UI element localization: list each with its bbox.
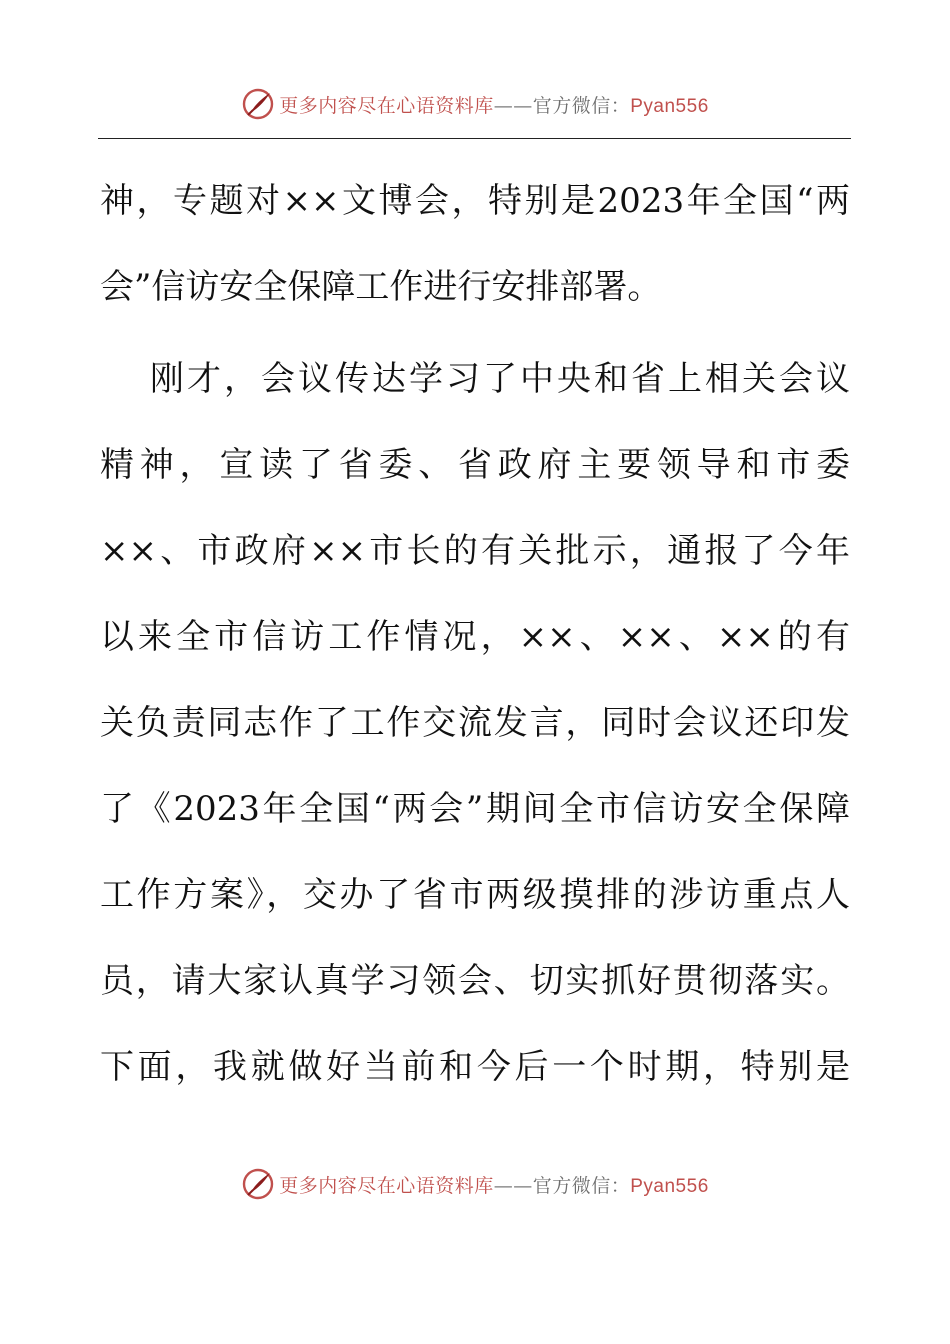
text-line: 神，专题对××文博会，特别是2023年全国“两 <box>100 181 850 221</box>
wechat-id: Pyan556 <box>630 1175 709 1197</box>
text-line: 了《2023年全国“两会”期间全市信访安全保障 <box>100 789 850 829</box>
wechat-label: 官方微信： <box>532 94 631 117</box>
text-line: 会”信访安全保障工作进行安排部署。 <box>100 267 662 307</box>
footer-text <box>279 1171 709 1198</box>
paragraph-1 <box>100 158 850 330</box>
text-line: 关负责同志作了工作交流发言，同时会议还印发 <box>100 703 850 743</box>
header-divider <box>98 138 851 139</box>
header-banner <box>0 84 950 124</box>
text-line: 精神，宣读了省委、省政府主要领导和市委 <box>100 445 850 485</box>
header-text <box>279 91 709 118</box>
paragraph-2 <box>100 336 850 1110</box>
banner-dash: —— <box>493 94 533 117</box>
text-line: ××、市政府××市长的有关批示，通报了今年 <box>100 531 850 571</box>
banner-dash: —— <box>493 1174 533 1197</box>
footer-banner <box>0 1164 950 1204</box>
document-body <box>100 158 850 1110</box>
site-name: 更多内容尽在心语资料库 <box>279 94 494 117</box>
quill-pen-logo-icon <box>241 1167 275 1201</box>
quill-pen-logo-icon <box>241 87 275 121</box>
text-line: 以来全市信访工作情况，××、××、××的有 <box>100 617 850 657</box>
text-line: 员，请大家认真学习领会、切实抓好贯彻落实。 <box>100 961 850 1001</box>
site-name: 更多内容尽在心语资料库 <box>279 1174 494 1197</box>
wechat-id: Pyan556 <box>630 95 709 117</box>
wechat-label: 官方微信： <box>532 1174 631 1197</box>
text-line: 下面，我就做好当前和今后一个时期，特别是 <box>100 1047 850 1087</box>
text-line: 工作方案》，交办了省市两级摸排的涉访重点人 <box>100 875 850 915</box>
text-line: 刚才，会议传达学习了中央和省上相关会议 <box>150 359 850 399</box>
